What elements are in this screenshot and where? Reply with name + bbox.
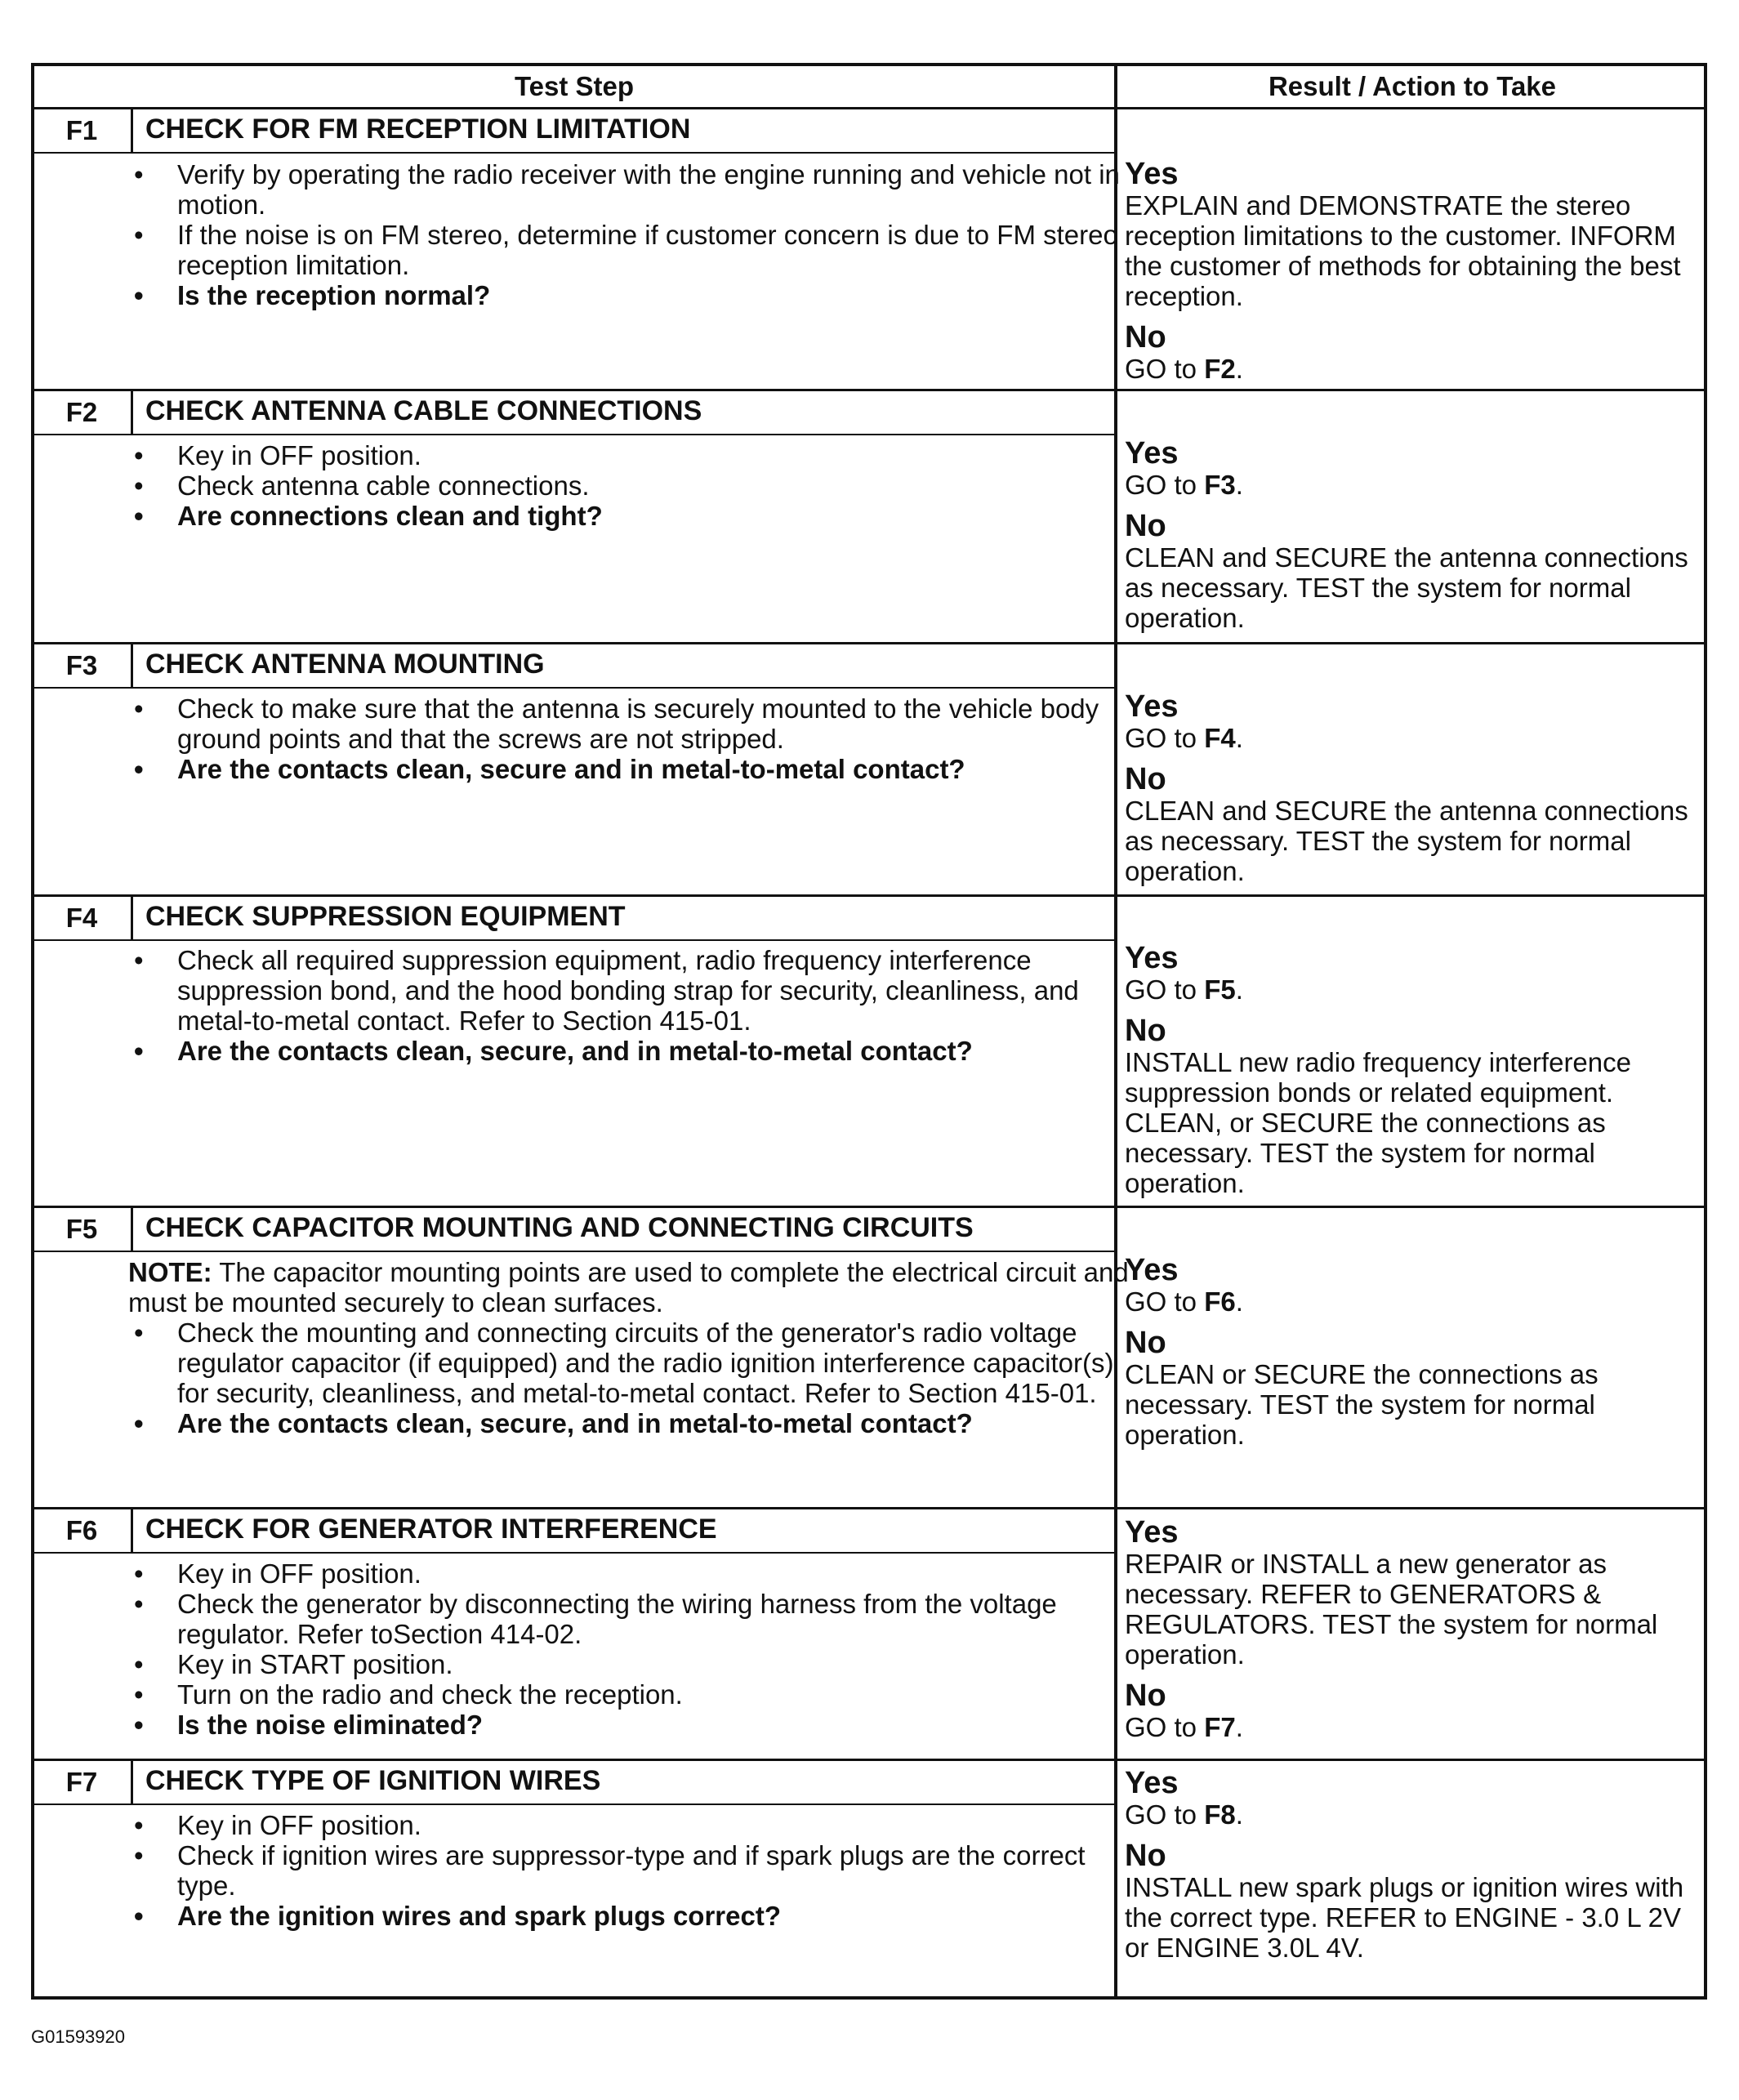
step-id-f1: F1 bbox=[65, 115, 98, 145]
result-f6 bbox=[1125, 1516, 1709, 1742]
header-divider bbox=[34, 107, 1707, 109]
step-item: • Key in START position. bbox=[116, 1649, 1129, 1679]
step-body-f6 bbox=[116, 1558, 1129, 1740]
step-title-f5: CHECK CAPACITOR MOUNTING AND CONNECTING CIRCUITS bbox=[145, 1212, 974, 1243]
step-item: • Check the mounting and connecting circuits of the generator's radio voltage regulator capacitor (if equipped) and the radio ignition interference capacitor(s) for security, cleanliness, and metal-to-metal contact. Refer to Section 415-01. bbox=[116, 1318, 1129, 1408]
step-body-f4 bbox=[116, 945, 1129, 1066]
step-title-f3: CHECK ANTENNA MOUNTING bbox=[145, 649, 545, 680]
no-label: No bbox=[1125, 509, 1166, 543]
step-question: • Are the contacts clean, secure, and in metal-to-metal contact? bbox=[116, 1408, 1129, 1438]
id-divider bbox=[131, 109, 133, 152]
yes-action: GO to F4. bbox=[1125, 723, 1243, 753]
step-question: • Is the reception normal? bbox=[116, 280, 1129, 310]
result-f3 bbox=[1125, 690, 1709, 886]
title-divider bbox=[34, 152, 1114, 154]
note-label: NOTE: bbox=[128, 1257, 212, 1287]
goto-ref: F5 bbox=[1204, 974, 1236, 1005]
step-item: • Check antenna cable connections. bbox=[116, 470, 1129, 501]
step-item: • Key in OFF position. bbox=[116, 440, 1129, 470]
id-divider bbox=[131, 1208, 133, 1251]
step-id-f3: F3 bbox=[65, 650, 98, 680]
step-id-f7: F7 bbox=[65, 1767, 98, 1797]
row-divider bbox=[34, 894, 1707, 897]
step-title-f1: CHECK FOR FM RECEPTION LIMITATION bbox=[145, 114, 691, 145]
result-f7 bbox=[1125, 1767, 1709, 1963]
step-item: • Check all required suppression equipment, radio frequency interference suppression bond, and the hood bonding strap for security, cleanliness, and metal-to-metal contact. Refer to Section 415-01. bbox=[116, 945, 1129, 1036]
step-body-f2 bbox=[116, 440, 1129, 531]
step-item: • Key in OFF position. bbox=[116, 1810, 1129, 1840]
header-result: Result / Action to Take bbox=[1268, 71, 1557, 101]
step-item: • Check if ignition wires are suppressor-type and if spark plugs are the correct type. bbox=[116, 1840, 1129, 1901]
row-divider bbox=[34, 642, 1707, 644]
step-body-f3 bbox=[116, 693, 1129, 784]
step-question: • Are the ignition wires and spark plugs correct? bbox=[116, 1901, 1129, 1931]
step-item: • If the noise is on FM stereo, determine if customer concern is due to FM stereo reception limitation. bbox=[116, 220, 1129, 280]
result-f1 bbox=[1125, 158, 1709, 384]
row-divider bbox=[34, 389, 1707, 391]
step-question: • Is the noise eliminated? bbox=[116, 1710, 1129, 1740]
result-f2 bbox=[1125, 437, 1709, 633]
yes-label: Yes bbox=[1125, 436, 1179, 470]
title-divider bbox=[34, 434, 1114, 435]
goto-ref: F3 bbox=[1204, 470, 1236, 500]
note-text: The capacitor mounting points are used to complete the electrical circuit and must be mounted securely to clean surfaces. bbox=[128, 1257, 1129, 1318]
title-divider bbox=[34, 1251, 1114, 1252]
step-id-f4: F4 bbox=[65, 903, 98, 933]
goto-ref: F6 bbox=[1204, 1286, 1236, 1317]
step-question: • Are the contacts clean, secure and in metal-to-metal contact? bbox=[116, 754, 1129, 784]
step-title-f7: CHECK TYPE OF IGNITION WIRES bbox=[145, 1765, 601, 1796]
yes-label: Yes bbox=[1125, 157, 1179, 191]
yes-label: Yes bbox=[1125, 1515, 1179, 1549]
no-label: No bbox=[1125, 1839, 1166, 1873]
result-f4 bbox=[1125, 942, 1709, 1198]
yes-label: Yes bbox=[1125, 689, 1179, 724]
step-item: • Verify by operating the radio receiver with the engine running and vehicle not in motion. bbox=[116, 159, 1129, 220]
header-test-step: Test Step bbox=[514, 71, 635, 101]
no-action: CLEAN or SECURE the connections as necessary. TEST the system for normal operation. bbox=[1125, 1359, 1599, 1450]
step-body-f5 bbox=[116, 1257, 1129, 1438]
step-id-f6: F6 bbox=[65, 1515, 98, 1545]
yes-label: Yes bbox=[1125, 1253, 1179, 1287]
step-item: • Key in OFF position. bbox=[116, 1558, 1129, 1589]
no-label: No bbox=[1125, 1326, 1166, 1360]
row-divider bbox=[34, 1759, 1707, 1761]
step-title-f6: CHECK FOR GENERATOR INTERFERENCE bbox=[145, 1514, 717, 1545]
yes-label: Yes bbox=[1125, 941, 1179, 975]
id-divider bbox=[131, 897, 133, 939]
yes-action: GO to F3. bbox=[1125, 470, 1243, 500]
figure-id: G01593920 bbox=[31, 2026, 125, 2047]
id-divider bbox=[131, 1761, 133, 1804]
result-f5 bbox=[1125, 1254, 1709, 1450]
step-title-f4: CHECK SUPPRESSION EQUIPMENT bbox=[145, 901, 626, 932]
id-divider bbox=[131, 644, 133, 687]
note bbox=[116, 1257, 1129, 1318]
step-id-f2: F2 bbox=[65, 397, 98, 427]
yes-action: EXPLAIN and DEMONSTRATE the stereo reception limitations to the customer. INFORM the customer of methods for obtaining the best reception. bbox=[1125, 190, 1681, 311]
id-divider bbox=[131, 391, 133, 434]
no-action: CLEAN and SECURE the antenna connections as necessary. TEST the system for normal operation. bbox=[1125, 542, 1688, 633]
step-body-f1 bbox=[116, 159, 1129, 310]
step-question: • Are connections clean and tight? bbox=[116, 501, 1129, 531]
goto-ref: F4 bbox=[1204, 723, 1236, 753]
no-action: INSTALL new radio frequency interference suppression bonds or related equipment. CLEAN, or SECURE the connections as necessary. TEST the system for normal operation. bbox=[1125, 1047, 1631, 1198]
no-action: INSTALL new spark plugs or ignition wires with the correct type. REFER to ENGINE - 3.0 L 2V or ENGINE 3.0L 4V. bbox=[1125, 1872, 1684, 1963]
yes-action: GO to F6. bbox=[1125, 1286, 1243, 1317]
step-question: • Are the contacts clean, secure, and in metal-to-metal contact? bbox=[116, 1036, 1129, 1066]
goto-ref: F7 bbox=[1204, 1712, 1236, 1742]
yes-label: Yes bbox=[1125, 1766, 1179, 1800]
row-divider bbox=[34, 1206, 1707, 1208]
no-label: No bbox=[1125, 1014, 1166, 1048]
no-label: No bbox=[1125, 320, 1166, 354]
no-action: GO to F7. bbox=[1125, 1712, 1243, 1742]
step-item: • Check the generator by disconnecting the wiring harness from the voltage regulator. Refer toSection 414-02. bbox=[116, 1589, 1129, 1649]
title-divider bbox=[34, 687, 1114, 689]
no-label: No bbox=[1125, 762, 1166, 796]
yes-action: REPAIR or INSTALL a new generator as necessary. REFER to GENERATORS & REGULATORS. TEST the system for normal operation. bbox=[1125, 1549, 1658, 1670]
diagnostic-table bbox=[31, 63, 1707, 2000]
yes-action: GO to F5. bbox=[1125, 974, 1243, 1005]
yes-action: GO to F8. bbox=[1125, 1799, 1243, 1830]
row-divider bbox=[34, 1507, 1707, 1509]
step-id-f5: F5 bbox=[65, 1214, 98, 1244]
no-action: GO to F2. bbox=[1125, 354, 1243, 384]
goto-ref: F8 bbox=[1204, 1799, 1236, 1830]
no-label: No bbox=[1125, 1679, 1166, 1713]
title-divider bbox=[34, 1552, 1114, 1554]
title-divider bbox=[34, 939, 1114, 941]
step-item: • Check to make sure that the antenna is securely mounted to the vehicle body ground points and that the screws are not stripped. bbox=[116, 693, 1129, 754]
step-body-f7 bbox=[116, 1810, 1129, 1931]
id-divider bbox=[131, 1509, 133, 1552]
goto-ref: F2 bbox=[1204, 354, 1236, 384]
step-item: • Turn on the radio and check the reception. bbox=[116, 1679, 1129, 1710]
title-divider bbox=[34, 1804, 1114, 1805]
no-action: CLEAN and SECURE the antenna connections as necessary. TEST the system for normal operation. bbox=[1125, 796, 1688, 886]
step-title-f2: CHECK ANTENNA CABLE CONNECTIONS bbox=[145, 395, 702, 426]
